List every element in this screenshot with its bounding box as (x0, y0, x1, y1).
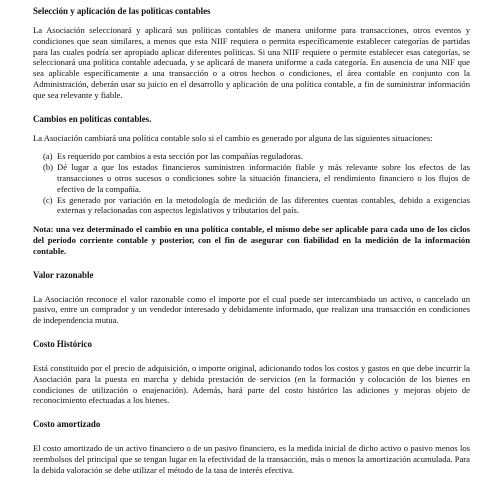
section-title-costo-amortizado: Costo amortizado (33, 419, 101, 430)
paragraph-costo-historico: Está constituido por el precio de adquisición, o importe original, adicionando todos los costos y gastos en que debe incurrir la Asociación para la puesta en marcha y debida prestación de servicios (en la formación y colocación de los bienes en condiciones de utilización o enajenación). Además, hará parte del costo histórico las adiciones y mejoras objeto de reconocimiento efectuadas a los bienes. (33, 362, 470, 406)
list-item (43, 195, 470, 217)
cambios-list (33, 151, 470, 216)
list-item (43, 162, 470, 194)
paragraph-nota: Nota: una vez determinado el cambio en una política contable, el mismo debe ser aplicable para cada uno de los ciclos del periodo corriente contable y posterior, con el fin de asegurar con fiabilidad en la medición de la información contable. (33, 224, 470, 256)
list-item-mark: (c) (43, 194, 53, 205)
paragraph-cambios-intro: La Asociación cambiará una política contable solo si el cambio es generado por alguna de las siguientes situaciones: (33, 132, 433, 143)
paragraph-seleccion: La Asociación seleccionará y aplicará sus políticas contables de manera uniforme para transacciones, otros eventos y condiciones que sean similares, a menos que esta NIIF requiera o permita específicamente establecer categorías de partidas para las cuales podría ser apropiado aplicar diferentes políticas. Si una NIIF requiere o permite establecer esas categorías, se seleccionará una política contable adecuada, y se aplicará de manera uniforme a cada categoría. En ausencia de una NIF que sea aplicable específicamente a una transacción o a otros hechos o condiciones, el área contable en conjunto con la Administración, deberán usar su juicio en el desarrollo y aplicación de una política contable, a fin de suministrar información que sea relevante y fiable. (33, 25, 470, 100)
list-item-text: Es requerido por cambios a esta sección por las compañías reguladoras. (57, 151, 304, 162)
list-item-text: Es generado por variación en la metodología de medición de las diferentes cuentas contables, debido a exigencias externas y relacionadas con aspectos legislativos y tributarios del país. (57, 194, 470, 216)
paragraph-costo-amortizado: El costo amortizado de un activo financiero o de un pasivo financiero, es la medida inicial de dicho activo o pasivo menos los reembolsos del principal que se tengan lugar en la efectividad de la transacción, más o menos la amortización acumulada. Para la debida valoración se debe utilizar el método de la tasa de interés efectiva. (33, 443, 470, 475)
list-item-mark: (b) (43, 162, 54, 173)
list-item-text: Dé lugar a que los estados financieros suministren información fiable y más relevante sobre los efectos de las transacciones u otros sucesos o condiciones sobre la situación financiera, el rendimiento financiero o los flujos de efectivo de la compañía. (57, 162, 470, 194)
section-title-cambios: Cambios en políticas contables. (33, 113, 152, 124)
section-title-costo-historico: Costo Histórico (33, 338, 92, 349)
list-item-mark: (a) (43, 151, 53, 162)
list-item (43, 151, 470, 162)
paragraph-valor-razonable: La Asociación reconoce el valor razonable como el importe por el cual puede ser intercambiado un activo, o cancelado un pasivo, entre un comprador y un vendedor interesado y debidamente informado, que realizan una transacción en condiciones de independencia mutua. (33, 293, 470, 326)
section-title-valor-razonable: Valor razonable (33, 269, 94, 280)
section-title-seleccion: Selección y aplicación de las políticas contables (33, 6, 211, 16)
